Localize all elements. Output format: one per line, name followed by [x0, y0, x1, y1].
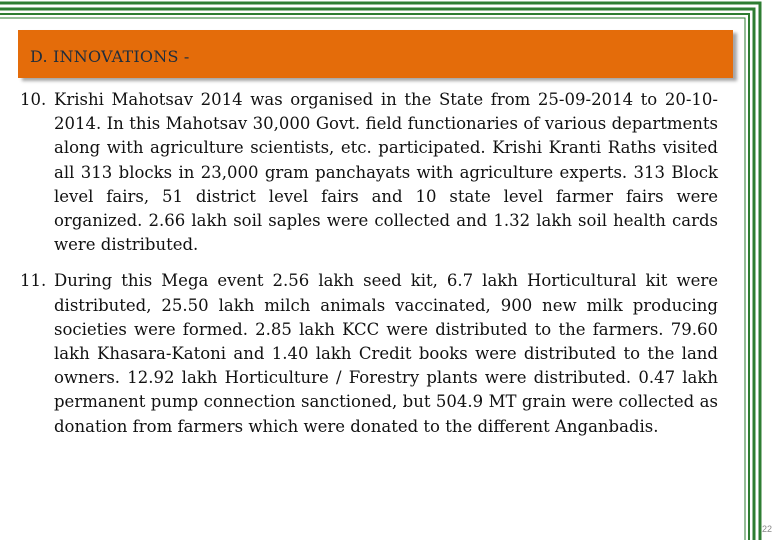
item-number: 10. — [20, 90, 47, 109]
page-number: 22 — [761, 524, 772, 534]
item-text: Krishi Mahotsav 2014 was organised in the State from 25-09-2014 to 20-10-2014. In this Mahotsav 30,000 Govt. field functionaries of various departments along with agriculture scientists, etc. participated. Krishi Kranti Raths visited all 313 blocks in 23,000 gram panchayats with agriculture experts. 313 Block level fairs, 51 district level fairs and 10 state level farmer fairs were organized. 2.66 lakh soil saples were collected and 1.32 lakh soil health cards were distributed. — [54, 90, 718, 255]
list-item — [20, 269, 718, 438]
content-list — [20, 88, 718, 451]
section-heading: D. INNOVATIONS - — [30, 47, 190, 66]
list-item — [20, 88, 718, 257]
item-text: During this Mega event 2.56 lakh seed kit, 6.7 lakh Horticultural kit were distributed, 25.50 lakh milch animals vaccinated, 900 new milk producing societies were formed. 2.85 lakh KCC were distributed to the farmers. 79.60 lakh Khasara-Katoni and 1.40 lakh Credit books were distributed to the land owners. 12.92 lakh Horticulture / Forestry plants were distributed. 0.47 lakh permanent pump connection sanctioned, but 504.9 MT grain were collected as donation from farmers which were donated to the different Anganbadis. — [54, 271, 718, 436]
item-number: 11. — [20, 271, 47, 291]
section-banner — [18, 30, 733, 78]
